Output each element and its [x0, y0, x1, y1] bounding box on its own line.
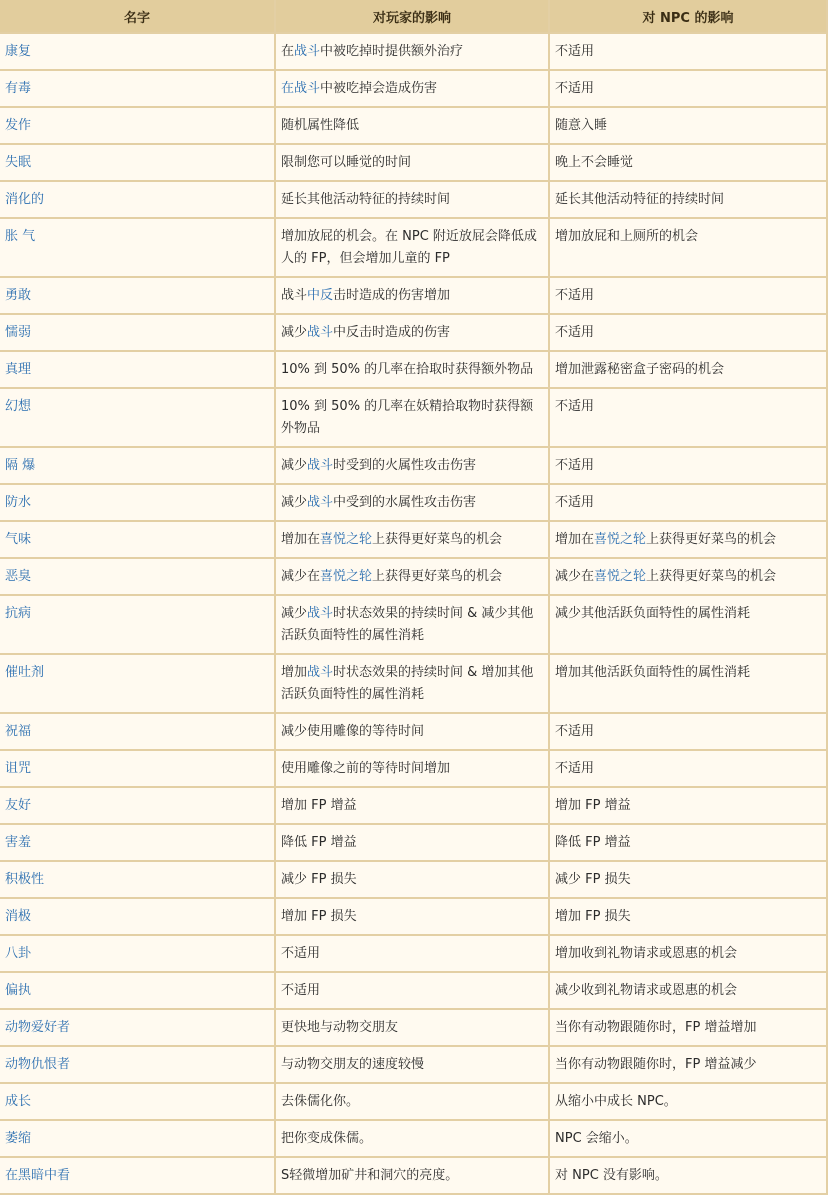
effect-text: 延长其他活动特征的持续时间	[281, 192, 451, 207]
effect-text: 上获得更好菜鸟的机会	[372, 532, 503, 547]
trait-name-link[interactable]: 偏执	[0, 973, 274, 1008]
table-row	[0, 559, 826, 594]
player-effect-cell	[276, 714, 548, 749]
npc-effect-cell	[550, 34, 826, 69]
effect-text: 当你有动物跟随你时，FP 增益增加	[555, 1020, 757, 1035]
table-row	[0, 1158, 826, 1193]
effect-text: 减少使用雕像的等待时间	[281, 724, 425, 739]
effect-text: 增加在	[555, 532, 595, 547]
trait-name-link[interactable]: 真理	[0, 352, 274, 387]
player-effect-cell	[276, 145, 548, 180]
effect-text: 不适用	[555, 325, 595, 340]
effect-text: NPC 会缩小。	[555, 1131, 638, 1146]
effect-text: 击时造成的伤害增加	[333, 288, 451, 303]
table-row	[0, 182, 826, 217]
player-effect-cell	[276, 352, 548, 387]
table-row	[0, 108, 826, 143]
effect-text: 增加泄露秘密盒子密码的机会	[555, 362, 725, 377]
player-effect-cell	[276, 1047, 548, 1082]
npc-effect-cell	[550, 751, 826, 786]
player-effect-cell	[276, 1158, 548, 1193]
npc-effect-cell	[550, 788, 826, 823]
trait-name-link[interactable]: 失眠	[0, 145, 274, 180]
player-effect-cell	[276, 278, 548, 313]
trait-name-link[interactable]: 成长	[0, 1084, 274, 1119]
header-player-effect: 对玩家的影响	[276, 0, 548, 32]
trait-name-link[interactable]: 催吐剂	[0, 655, 274, 712]
effect-text: 限制您可以睡觉的时间	[281, 155, 412, 170]
npc-effect-cell	[550, 352, 826, 387]
npc-effect-cell	[550, 899, 826, 934]
effect-text: 减少	[281, 458, 308, 473]
effect-text: 中受到的水属性攻击伤害	[333, 495, 477, 510]
player-effect-cell	[276, 1084, 548, 1119]
effect-text: 更快地与动物交朋友	[281, 1020, 399, 1035]
npc-effect-cell	[550, 389, 826, 446]
effect-text: 不适用	[555, 44, 595, 59]
player-effect-cell	[276, 219, 548, 276]
effect-text: 中被吃掉会造成伤害	[320, 81, 438, 96]
table-row	[0, 1084, 826, 1119]
effect-text: 增加	[281, 665, 308, 680]
player-effect-cell	[276, 655, 548, 712]
table-row	[0, 485, 826, 520]
trait-name-link[interactable]: 康复	[0, 34, 274, 69]
effect-text: 增加 FP 增益	[555, 798, 631, 813]
trait-name-link[interactable]: 消极	[0, 899, 274, 934]
effect-text: 时状态效果的持续时间 & 减少其他活跃负面特性的属性消耗	[281, 606, 534, 643]
effect-text: 中被吃掉时提供额外治疗	[320, 44, 464, 59]
player-effect-cell	[276, 1010, 548, 1045]
effect-text: 延长其他活动特征的持续时间	[555, 192, 725, 207]
effect-text: 减少在	[281, 569, 321, 584]
npc-effect-cell	[550, 936, 826, 971]
effect-text: 减少	[281, 325, 308, 340]
table-row	[0, 714, 826, 749]
trait-name-link[interactable]: 友好	[0, 788, 274, 823]
npc-effect-cell	[550, 655, 826, 712]
trait-name-link[interactable]: 诅咒	[0, 751, 274, 786]
npc-effect-cell	[550, 714, 826, 749]
inline-link[interactable]: 喜悦之轮	[320, 532, 373, 547]
npc-effect-cell	[550, 485, 826, 520]
effect-text: 不适用	[555, 761, 595, 776]
effect-text: 减少	[281, 495, 308, 510]
player-effect-cell	[276, 899, 548, 934]
effect-text: 随机属性降低	[281, 118, 360, 133]
effect-text: 降低 FP 增益	[555, 835, 631, 850]
player-effect-cell	[276, 862, 548, 897]
effect-text: 时状态效果的持续时间 & 增加其他活跃负面特性的属性消耗	[281, 665, 534, 702]
npc-effect-cell	[550, 145, 826, 180]
effect-text: 增加放屁的机会。在 NPC 附近放屁会降低成人的 FP，但会增加儿童的 FP	[281, 229, 537, 266]
table-row	[0, 936, 826, 971]
header-name: 名字	[0, 0, 274, 32]
player-effect-cell	[276, 1121, 548, 1156]
effect-text: 不适用	[281, 983, 321, 998]
trait-name-link[interactable]: 勇敢	[0, 278, 274, 313]
npc-effect-cell	[550, 1121, 826, 1156]
npc-effect-cell	[550, 1158, 826, 1193]
effect-text: 随意入睡	[555, 118, 608, 133]
trait-name-link[interactable]: 动物爱好者	[0, 1010, 274, 1045]
effect-text: 增加放屁和上厕所的机会	[555, 229, 699, 244]
inline-link[interactable]: 喜悦之轮	[594, 532, 647, 547]
table-row	[0, 1047, 826, 1082]
effect-text: 不适用	[555, 399, 595, 414]
effect-text: 减少收到礼物请求或恩惠的机会	[555, 983, 738, 998]
npc-effect-cell	[550, 448, 826, 483]
effect-text: 减少在	[555, 569, 595, 584]
table-row	[0, 71, 826, 106]
trait-name-link[interactable]: 消化的	[0, 182, 274, 217]
inline-link[interactable]: 战斗	[307, 325, 334, 340]
trait-name-link[interactable]: 动物仇恨者	[0, 1047, 274, 1082]
npc-effect-cell	[550, 108, 826, 143]
effect-text: 与动物交朋友的速度较慢	[281, 1057, 425, 1072]
player-effect-cell	[276, 973, 548, 1008]
player-effect-cell	[276, 825, 548, 860]
npc-effect-cell	[550, 1084, 826, 1119]
effect-text: 增加收到礼物请求或恩惠的机会	[555, 946, 738, 961]
trait-name-link[interactable]: 隔 爆	[0, 448, 274, 483]
trait-name-link[interactable]: 幻想	[0, 389, 274, 446]
effect-text: 对 NPC 没有影响。	[555, 1168, 668, 1183]
npc-effect-cell	[550, 315, 826, 350]
trait-name-link[interactable]: 祝福	[0, 714, 274, 749]
effect-text: 中反击时造成的伤害	[333, 325, 451, 340]
inline-link[interactable]: 战斗	[307, 665, 334, 680]
inline-link[interactable]: 中反	[307, 288, 334, 303]
player-effect-cell	[276, 315, 548, 350]
effect-text: 上获得更好菜鸟的机会	[372, 569, 503, 584]
player-effect-cell	[276, 788, 548, 823]
effect-text: 不适用	[281, 946, 321, 961]
table-row	[0, 34, 826, 69]
header-npc-effect: 对 NPC 的影响	[550, 0, 826, 32]
player-effect-cell	[276, 596, 548, 653]
npc-effect-cell	[550, 182, 826, 217]
table-row	[0, 825, 826, 860]
effect-text: 减少其他活跃负面特性的属性消耗	[555, 606, 751, 621]
player-effect-cell	[276, 389, 548, 446]
effect-text: 增加其他活跃负面特性的属性消耗	[555, 665, 751, 680]
effect-text: 从缩小中成长 NPC。	[555, 1094, 677, 1109]
table-row	[0, 219, 826, 276]
effect-text: 使用雕像之前的等待时间增加	[281, 761, 451, 776]
table-row	[0, 862, 826, 897]
trait-name-link[interactable]: 八卦	[0, 936, 274, 971]
effect-text: 不适用	[555, 724, 595, 739]
effect-text: 10% 到 50% 的几率在妖精拾取物时获得额外物品	[281, 399, 534, 436]
table-row	[0, 596, 826, 653]
player-effect-cell	[276, 108, 548, 143]
trait-name-link[interactable]: 积极性	[0, 862, 274, 897]
effect-text: 不适用	[555, 288, 595, 303]
inline-link[interactable]: 在战斗	[281, 81, 321, 96]
effect-text: 10% 到 50% 的几率在拾取时获得额外物品	[281, 362, 534, 377]
npc-effect-cell	[550, 1047, 826, 1082]
table-row	[0, 352, 826, 387]
npc-effect-cell	[550, 862, 826, 897]
npc-effect-cell	[550, 522, 826, 557]
effect-text: 在	[281, 44, 295, 59]
player-effect-cell	[276, 751, 548, 786]
npc-effect-cell	[550, 278, 826, 313]
npc-effect-cell	[550, 1010, 826, 1045]
effect-text: 增加 FP 损失	[555, 909, 631, 924]
npc-effect-cell	[550, 596, 826, 653]
effect-text: 增加在	[281, 532, 321, 547]
effect-text: 减少 FP 损失	[281, 872, 357, 887]
inline-link[interactable]: 喜悦之轮	[320, 569, 373, 584]
effect-text: 不适用	[555, 495, 595, 510]
effect-text: 把你变成侏儒。	[281, 1131, 373, 1146]
player-effect-cell	[276, 182, 548, 217]
player-effect-cell	[276, 485, 548, 520]
trait-name-link[interactable]: 害羞	[0, 825, 274, 860]
effect-text: 时受到的火属性攻击伤害	[333, 458, 477, 473]
table-row	[0, 1010, 826, 1045]
table-row	[0, 899, 826, 934]
player-effect-cell	[276, 522, 548, 557]
trait-name-link[interactable]: 防水	[0, 485, 274, 520]
table-row	[0, 973, 826, 1008]
table-row	[0, 751, 826, 786]
npc-effect-cell	[550, 71, 826, 106]
table-row	[0, 522, 826, 557]
inline-link[interactable]: 战斗	[307, 495, 334, 510]
trait-name-link[interactable]: 懦弱	[0, 315, 274, 350]
effect-text: 上获得更好菜鸟的机会	[646, 569, 777, 584]
effect-text: 减少	[281, 606, 308, 621]
player-effect-cell	[276, 34, 548, 69]
player-effect-cell	[276, 448, 548, 483]
effect-text: 战斗	[281, 288, 308, 303]
table-row	[0, 278, 826, 313]
effect-text: 上获得更好菜鸟的机会	[646, 532, 777, 547]
player-effect-cell	[276, 936, 548, 971]
table-row	[0, 389, 826, 446]
effect-text: 增加 FP 损失	[281, 909, 357, 924]
npc-effect-cell	[550, 559, 826, 594]
table-row	[0, 1121, 826, 1156]
trait-name-link[interactable]: 有毒	[0, 71, 274, 106]
trait-name-link[interactable]: 发作	[0, 108, 274, 143]
effect-text: 减少 FP 损失	[555, 872, 631, 887]
npc-effect-cell	[550, 825, 826, 860]
trait-name-link[interactable]: 气味	[0, 522, 274, 557]
effect-text: 降低 FP 增益	[281, 835, 357, 850]
trait-name-link[interactable]: 在黑暗中看	[0, 1158, 274, 1193]
table-row	[0, 315, 826, 350]
table-row	[0, 448, 826, 483]
header-row	[0, 0, 826, 32]
table-row	[0, 788, 826, 823]
effect-text: 不适用	[555, 81, 595, 96]
trait-name-link[interactable]: 恶臭	[0, 559, 274, 594]
inline-link[interactable]: 战斗	[307, 458, 334, 473]
inline-link[interactable]: 战斗	[294, 44, 321, 59]
effect-text: 晚上不会睡觉	[555, 155, 634, 170]
effect-text: 当你有动物跟随你时，FP 增益减少	[555, 1057, 757, 1072]
trait-name-link[interactable]: 抗病	[0, 596, 274, 653]
inline-link[interactable]: 喜悦之轮	[594, 569, 647, 584]
effect-text: 去侏儒化你。	[281, 1094, 360, 1109]
player-effect-cell	[276, 559, 548, 594]
trait-name-link[interactable]: 胀 气	[0, 219, 274, 276]
inline-link[interactable]: 战斗	[307, 606, 334, 621]
npc-effect-cell	[550, 219, 826, 276]
player-effect-cell	[276, 71, 548, 106]
table-row	[0, 145, 826, 180]
npc-effect-cell	[550, 973, 826, 1008]
effect-text: 不适用	[555, 458, 595, 473]
table-row	[0, 655, 826, 712]
effect-text: 增加 FP 增益	[281, 798, 357, 813]
effect-text: S轻微增加矿井和洞穴的亮度。	[281, 1168, 459, 1183]
trait-name-link[interactable]: 萎缩	[0, 1121, 274, 1156]
